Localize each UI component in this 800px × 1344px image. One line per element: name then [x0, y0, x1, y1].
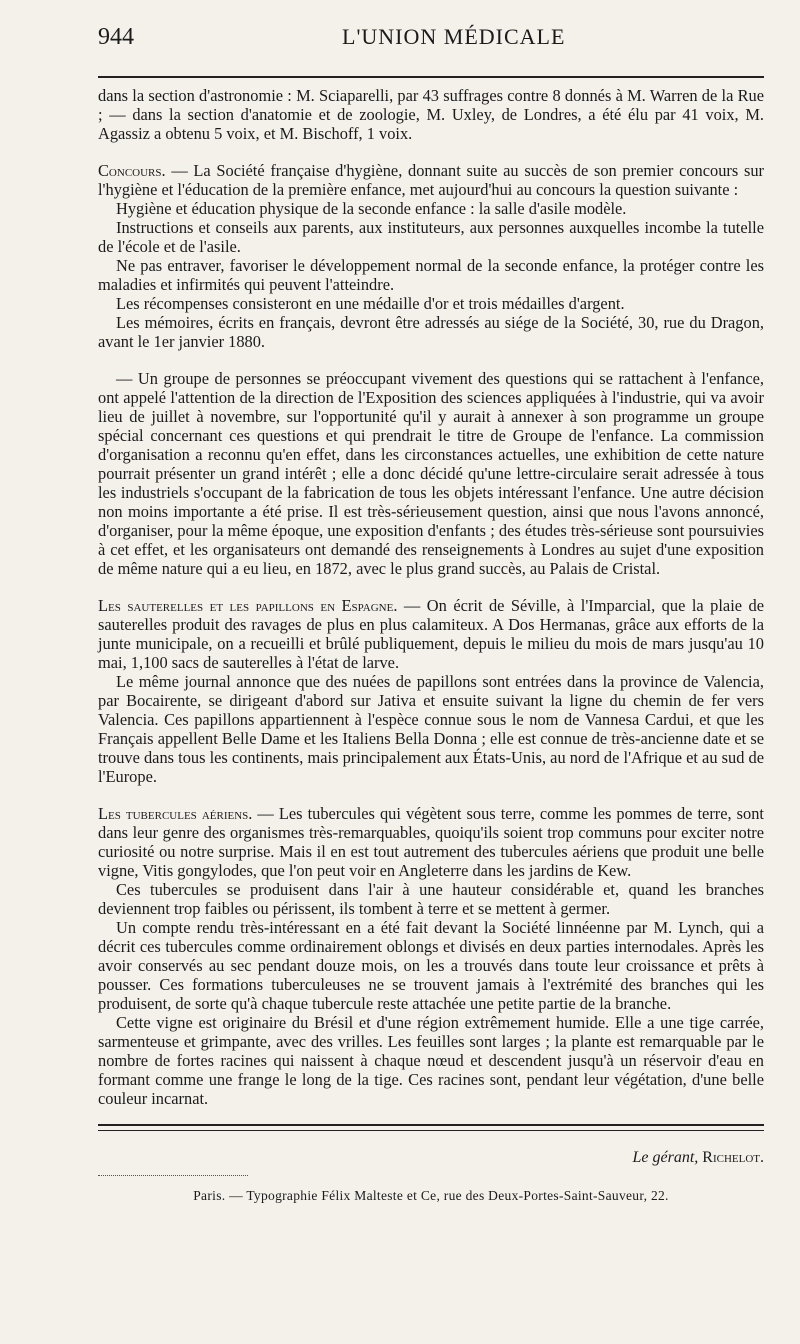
paragraph-election: dans la section d'astronomie : M. Sciaparelli, par 43 suffrages contre 8 donnés à M. Warren de la Rue ; — dans la section d'anatomie et de zoologie, M. Uxley, de Londres, a été élu par 41 voix, M. Agassiz a obtenu 5 voix, et M. Bischoff, 1 voix. — [98, 86, 764, 143]
gerant-signature — [98, 1149, 764, 1167]
header-rule — [98, 76, 764, 78]
paragraph-concours-text: — La Société française d'hygiène, donnant suite au succès de son premier concours sur l'hygiène et l'éducation de la première enfance, met aujourd'hui au concours la question suivante : — [98, 161, 764, 199]
paragraph-memoires: Les mémoires, écrits en français, devront être adressés au siége de la Société, 30, rue du Dragon, avant le 1er janvier 1880. — [98, 313, 764, 351]
paragraph-vigne: Cette vigne est originaire du Brésil et d'une région extrêmement humide. Elle a une tige carrée, sarmenteuse et grimpante, avec des vrilles. Les feuilles sont larges ; la plante est remarquable par le nombre de fortes racines qui naissent à chaque nœud et descendent jusqu'à un réservoir d'eau en formant comme une frange le long de la tige. Ces racines sont, pendant leur végétation, d'une belle couleur incarnat. — [98, 1013, 764, 1108]
page-number: 944 — [98, 24, 134, 50]
paragraph-tubercules-air: Ces tubercules se produisent dans l'air à une hauteur considérable et, quand les branches deviennent trop faibles ou périssent, ils tombent à terre et se mettent à germer. — [98, 880, 764, 918]
paragraph-concours — [98, 161, 764, 199]
paragraph-tubercules — [98, 804, 764, 880]
paragraph-question-1: Hygiène et éducation physique de la seconde enfance : la salle d'asile modèle. — [116, 199, 627, 218]
paragraph-tubercules-text: — Les tubercules qui végètent sous terre, comme les pommes de terre, sont dans leur genre des organismes très-remarquables, quoiqu'ils soient trop communs pour exciter notre curiosité ou notre surprise. Mais il en est tout autrement des tubercules aériens que produit une belle vigne, Vitis gongylodes, que l'on peut voir en Angleterre dans les jardins de Kew. — [98, 804, 764, 880]
page-header — [98, 24, 764, 64]
gerant-name: Richelot. — [702, 1149, 764, 1166]
paragraph-question-2: Instructions et conseils aux parents, aux instituteurs, aux personnes auxquelles incombe la tutelle de l'école et de l'asile. — [98, 218, 764, 256]
article-body — [98, 86, 764, 1108]
paragraph-sauterelles — [98, 596, 764, 672]
paragraph-recompenses: Les récompenses consisteront en une médaille d'or et trois médailles d'argent. — [116, 294, 625, 313]
running-title: L'UNION MÉDICALE — [342, 24, 566, 49]
footer-rule-thin — [98, 1130, 764, 1131]
paragraph-sauterelles-text: — On écrit de Séville, à l'Imparcial, que la plaie de sauterelles produit des ravages de plus en plus calamiteux. A Dos Hermanas, grâce aux efforts de la junte municipale, on a recueilli et brûlé publiquement, depuis le milieu du mois de mars jusqu'au 10 mai, 1,100 sacs de sauterelles à l'état de larve. — [98, 596, 764, 672]
heading-tubercules: Les tubercules aériens. — [98, 804, 253, 823]
heading-concours: Concours. — [98, 161, 166, 180]
paragraph-question-3: Ne pas entraver, favoriser le développement normal de la seconde enfance, la protéger contre les maladies et infirmités qui peuvent l'atteindre. — [98, 256, 764, 294]
paragraph-groupe-enfance: — Un groupe de personnes se préoccupant vivement des questions qui se rattachent à l'enfance, ont appelé l'attention de la direction de l'Exposition des sciences appliquées à l'industrie, qui va avoir lieu de juillet à novembre, sur l'opportunité qu'il y aurait à annexer à son programme un groupe spécial concernant ces questions et qui prendrait le titre de Groupe de l'enfance. La commission d'organisation a reconnu qu'en effet, dans les circonstances actuelles, une exhibition de cette nature pourrait présenter un grand intérêt ; elle a donc décidé qu'une lettre-circulaire serait adressée à tous les industriels s'occupant de la fabrication de tous les objets intéressant l'enfance. Une autre décision non moins importante a été prise. Il est très-sérieusement question, ainsi que nous l'avons annoncé, d'organiser, pour la même époque, une exposition d'enfants ; des études très-sérieuse sont poursuivies à cet effet, et les organisateurs ont demandé des renseignements à Londres au sujet d'une exposition de même nature qui a eu lieu, en 1872, avec le plus grand succès, au Palais de Cristal. — [98, 369, 764, 578]
heading-sauterelles: Les sauterelles et les papillons en Espagne. — [98, 596, 398, 615]
printer-imprint: Paris. — Typographie Félix Malteste et Ce, rue des Deux-Portes-Saint-Sauveur, 22. — [193, 1188, 669, 1203]
paragraph-compte-rendu: Un compte rendu très-intéressant en a été fait devant la Société linnéenne par M. Lynch, qui a décrit ces tubercules comme ordinairement oblongs et divisés en deux parties internodales. Après les avoir conservés au sec pendant douze mois, on les a trouvés dans toute leur croissance et prêts à pousser. Ces formations tuberculeuses ne se trouvent jamais à l'extrémité des branches qui les produisent, de sorte qu'à chaque tubercule reste attachée une petite partie de la branche. — [98, 918, 764, 1013]
paragraph-papillons: Le même journal annonce que des nuées de papillons sont entrées dans la province de Valencia, par Bocairente, se dirigeant d'abord sur Jativa et ensuite suivant la ligne du chemin de fer vers Valencia. Ces papillons appartiennent à l'espèce connue sous le nom de Vannesa Cardui, et que les Français appellent Belle Dame et les Italiens Bella Donna ; elle est connue de très-ancienne date et se trouve dans tous les continents, mais principalement aux États-Unis, au nord de l'Afrique et au sud de l'Europe. — [98, 672, 764, 786]
dotted-rule — [98, 1175, 248, 1176]
footer-rule — [98, 1124, 764, 1126]
gerant-label: Le gérant, — [632, 1149, 699, 1166]
